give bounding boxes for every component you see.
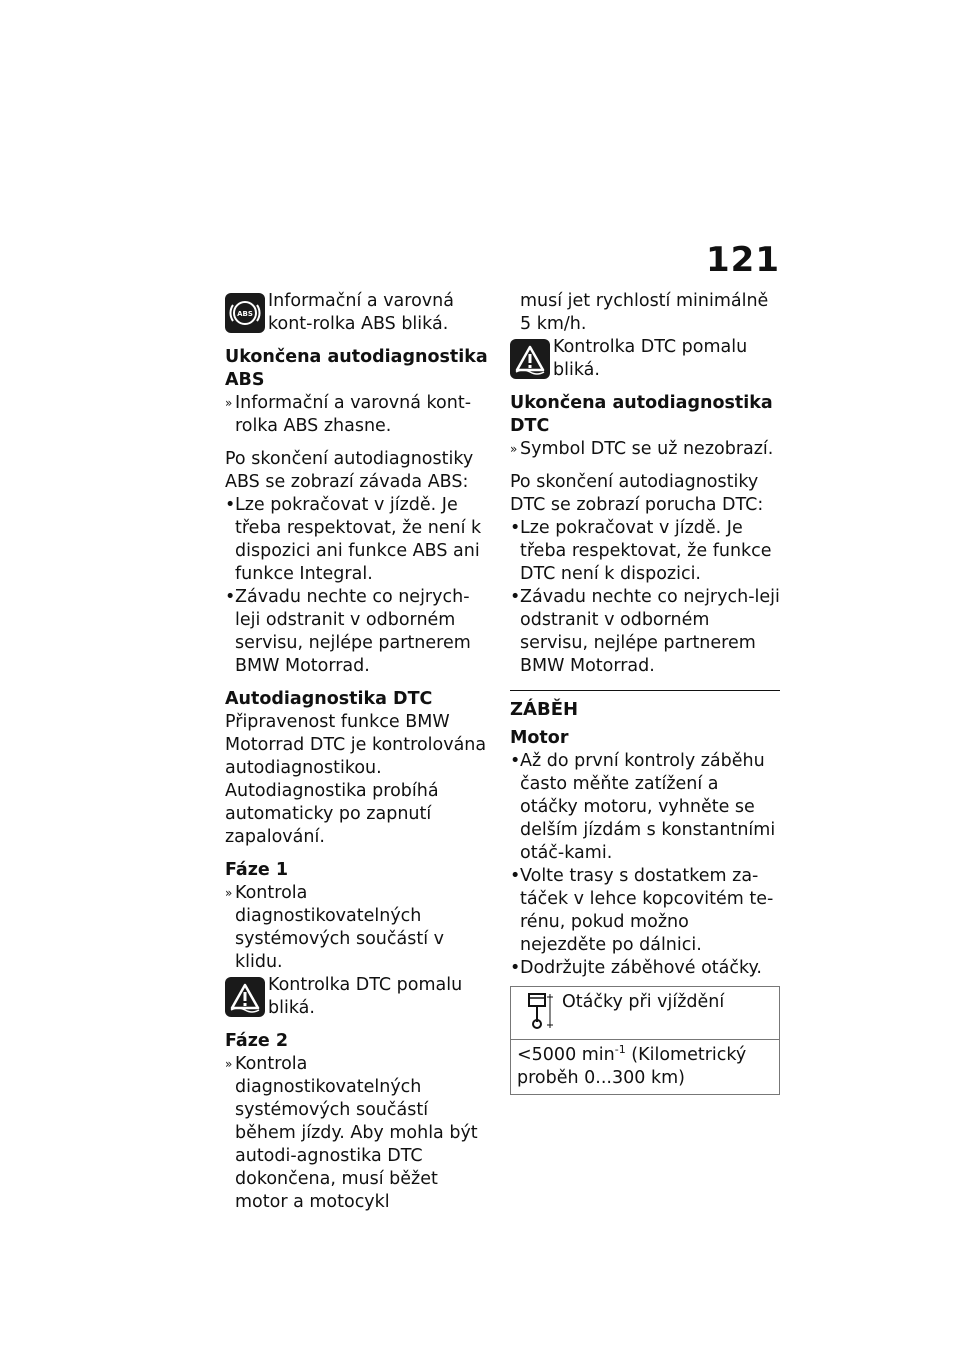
dtc-end-item-text: Symbol DTC se už nezobrazí.: [520, 439, 774, 459]
table-value-rest: (Kilometrický proběh 0...300 km): [517, 1045, 747, 1088]
phase1-icon-text: Kontrolka DTC pomalu bliká.: [268, 975, 463, 1018]
dtc-flash-row: [510, 336, 780, 382]
abs-flash-row: [225, 290, 490, 336]
bullet-icon: •: [510, 587, 521, 607]
phase1-item-text: Kontrola diagnostikovatelných systémových součástí v klidu.: [235, 883, 444, 972]
abs-flash-text: Informační a varovná kont-rolka ABS bliká.: [268, 291, 454, 334]
continuation-text: musí jet rychlostí minimálně 5 km/h.: [520, 291, 769, 334]
abs-fault-intro: Po skončení autodiagnostiky ABS se zobrazí závada ABS:: [225, 449, 474, 492]
abs-bullet: [225, 494, 490, 586]
dtc-text: Připravenost funkce BMW Motorrad DTC je kontrolována autodiagnostikou. Autodiagnostika probíhá automaticky po zapnutí zapalování.: [225, 712, 487, 847]
arrow-icon: »: [225, 886, 233, 900]
abs-end-heading: Ukončena autodiagnostika ABS: [225, 347, 488, 390]
dtc-heading: Autodiagnostika DTC: [225, 689, 433, 709]
dtc-bullet-text: Závadu nechte co nejrych-leji odstranit v odborném servisu, nejlépe partnerem BMW Motorrad.: [520, 587, 780, 676]
motor-bullet-text: Dodržujte záběhové otáčky.: [520, 958, 762, 978]
abs-bullet: [225, 586, 490, 678]
table-value-sup: -1: [614, 1043, 626, 1057]
table-row: [511, 987, 780, 1040]
section-title: ZÁBĚH: [510, 699, 579, 720]
dtc-bullet: [510, 586, 780, 678]
motor-bullet: [510, 750, 780, 865]
phase1-dtc-row: [225, 974, 490, 1020]
page-number: 121: [706, 240, 780, 280]
table-header-cell: [511, 987, 780, 1040]
motor-heading: Motor: [510, 728, 569, 748]
motor-bullet: [510, 865, 780, 957]
dtc-fault-intro: Po skončení autodiagnostiky DTC se zobrazí porucha DTC:: [510, 472, 764, 515]
phase2-item: [225, 1053, 490, 1214]
phase1-item: [225, 882, 490, 974]
abs-end-item-text: Informační a varovná kont-rolka ABS zhasne.: [235, 393, 472, 436]
table-header-text: Otáčky při vjíždění: [562, 992, 725, 1012]
dtc-bullet: [510, 517, 780, 586]
dtc-warning-icon: [510, 339, 550, 379]
table-row: [511, 1040, 780, 1095]
motor-bullet-text: Volte trasy s dostatkem za-táček v lehce kopcovitém te-rénu, pokud možno nejezděte po dálnici.: [520, 866, 774, 955]
bullet-icon: •: [510, 751, 521, 771]
bullet-icon: •: [510, 518, 521, 538]
bullet-icon: •: [510, 958, 521, 978]
piston-icon: [517, 991, 557, 1031]
break-in-rpm-table: [510, 986, 780, 1095]
table-value-main: <5000 min: [517, 1045, 615, 1065]
abs-bullet-text: Lze pokračovat v jízdě. Je třeba respektovat, že není k dispozici ani funkce ABS ani funkce Integral.: [235, 495, 482, 584]
left-column: [225, 290, 490, 1214]
bullet-icon: •: [510, 866, 521, 886]
arrow-icon: »: [225, 1057, 233, 1071]
bullet-icon: •: [225, 587, 236, 607]
arrow-icon: »: [510, 442, 518, 456]
dtc-end-heading: Ukončena autodiagnostika DTC: [510, 393, 773, 436]
dtc-bullet-text: Lze pokračovat v jízdě. Je třeba respektovat, že funkce DTC není k dispozici.: [520, 518, 772, 584]
abs-end-item: [225, 392, 490, 438]
abs-bullet-text: Závadu nechte co nejrych-leji odstranit v odborném servisu, nejlépe partnerem BMW Motorrad.: [235, 587, 471, 676]
section-divider: [510, 690, 780, 723]
dtc-icon-text: Kontrolka DTC pomalu bliká.: [553, 337, 748, 380]
bullet-icon: •: [225, 495, 236, 515]
right-column: [510, 290, 780, 1095]
motor-bullet-text: Až do první kontroly záběhu často měňte zatížení a otáčky motoru, vyhněte se delším jízdám s konstantními otáč-kami.: [520, 751, 776, 863]
dtc-end-item: [510, 438, 780, 461]
arrow-icon: »: [225, 396, 233, 410]
abs-warning-icon: [225, 293, 265, 333]
dtc-warning-icon: [225, 977, 265, 1017]
phase1-heading: Fáze 1: [225, 860, 289, 880]
phase2-item-text: Kontrola diagnostikovatelných systémových součástí během jízdy. Aby mohla být autodi-agnostika DTC dokončena, musí běžet motor a motocykl: [235, 1054, 478, 1212]
motor-bullet: [510, 957, 780, 980]
phase2-heading: Fáze 2: [225, 1031, 289, 1051]
svg-text:ABS: ABS: [237, 310, 253, 318]
table-value-cell: [511, 1040, 780, 1095]
